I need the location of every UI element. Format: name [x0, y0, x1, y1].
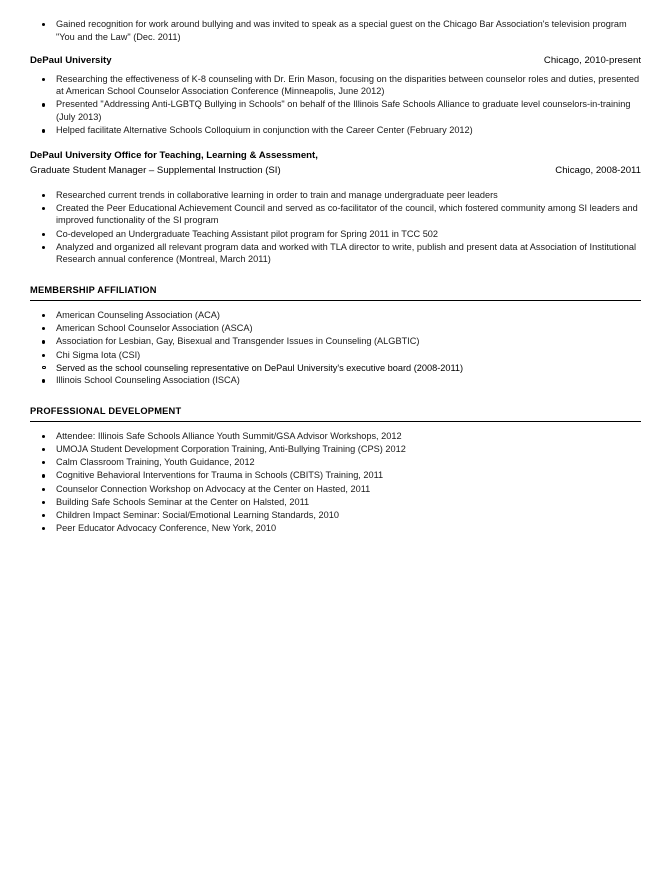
- section-title: PROFESSIONAL DEVELOPMENT: [30, 405, 641, 422]
- section-title: MEMBERSHIP AFFILIATION: [30, 284, 641, 301]
- list-item: Children Impact Seminar: Social/Emotional Learning Standards, 2010: [30, 509, 641, 522]
- list-item: Building Safe Schools Seminar at the Center on Halsted, 2011: [30, 496, 641, 509]
- list-item: Researching the effectiveness of K-8 counseling with Dr. Erin Mason, focusing on the disparities between counselor roles and duties, presented at American School Counselor Association Conference (Minneapolis, June 2012): [30, 73, 641, 98]
- employer-location-dates: Chicago, 2010-present: [543, 55, 641, 67]
- experience-bullet-list-depaul: [30, 73, 641, 137]
- list-item: American School Counselor Association (ASCA): [30, 322, 641, 335]
- list-item: Presented "Addressing Anti-LGBTQ Bullying in Schools" on behalf of the Illinois Safe Schools Alliance to graduate level counselors-in-training (July 2013): [30, 98, 641, 123]
- list-item: Chi Sigma Iota (CSI): [30, 349, 641, 362]
- membership-list-continued: [30, 374, 641, 387]
- list-item: Created the Peer Educational Achievement Council and served as co-facilitator of the council, which fostered community among SI leaders and improved functionality of the SI program: [30, 202, 641, 227]
- experience-entry-header-tla: [30, 149, 641, 162]
- section-body: [30, 309, 641, 387]
- list-item: Peer Educator Advocacy Conference, New York, 2010: [30, 522, 641, 535]
- role-title: Graduate Student Manager – Supplemental Instruction (SI): [30, 165, 281, 177]
- list-item: Researched current trends in collaborative learning in order to train and manage undergraduate peer leaders: [30, 189, 641, 202]
- employer-location-dates: Chicago, 2008-2011: [555, 165, 641, 177]
- list-item: Calm Classroom Training, Youth Guidance, 2012: [30, 456, 641, 469]
- list-item: Analyzed and organized all relevant program data and worked with TLA director to write, publish and present data at Association of Institutional Research annual conference (Montreal, March 2011): [30, 241, 641, 266]
- list-item: Helped facilitate Alternative Schools Colloquium in conjunction with the Career Center (February 2012): [30, 124, 641, 137]
- section-professional-development: [30, 405, 641, 535]
- experience-entry-header-depaul: [30, 54, 641, 67]
- section-membership-affiliation: [30, 284, 641, 387]
- employer-name: DePaul University Office for Teaching, Learning & Assessment,: [30, 150, 318, 162]
- list-item: Illinois School Counseling Association (ISCA): [30, 374, 641, 387]
- list-item: Cognitive Behavioral Interventions for Trauma in Schools (CBITS) Training, 2011: [30, 469, 641, 482]
- list-item: UMOJA Student Development Corporation Training, Anti-Bullying Training (CPS) 2012: [30, 443, 641, 456]
- list-item: Counselor Connection Workshop on Advocacy at the Center on Hasted, 2011: [30, 483, 641, 496]
- employer-name: DePaul University: [30, 55, 112, 67]
- list-item: Attendee: Illinois Safe Schools Alliance Youth Summit/GSA Advisor Workshops, 2012: [30, 430, 641, 443]
- list-item: American Counseling Association (ACA): [30, 309, 641, 322]
- list-item: Co-developed an Undergraduate Teaching Assistant pilot program for Spring 2011 in TCC 502: [30, 228, 641, 241]
- section-body: [30, 430, 641, 535]
- sub-list-item: Served as the school counseling representative on DePaul University's executive board (2008-2011): [30, 362, 641, 375]
- experience-bullet-list-tla: [30, 189, 641, 267]
- membership-list: [30, 309, 641, 361]
- experience-entry-role-row-tla: [30, 164, 641, 177]
- list-item: Association for Lesbian, Gay, Bisexual and Transgender Issues in Counseling (ALGBTIC): [30, 335, 641, 348]
- membership-sublist: [30, 362, 641, 375]
- list-item: Gained recognition for work around bullying and was invited to speak as a special guest on the Chicago Bar Association's television program "You and the Law" (Dec. 2011): [30, 18, 641, 43]
- professional-development-list: [30, 430, 641, 535]
- top-bullet-list: [30, 18, 641, 43]
